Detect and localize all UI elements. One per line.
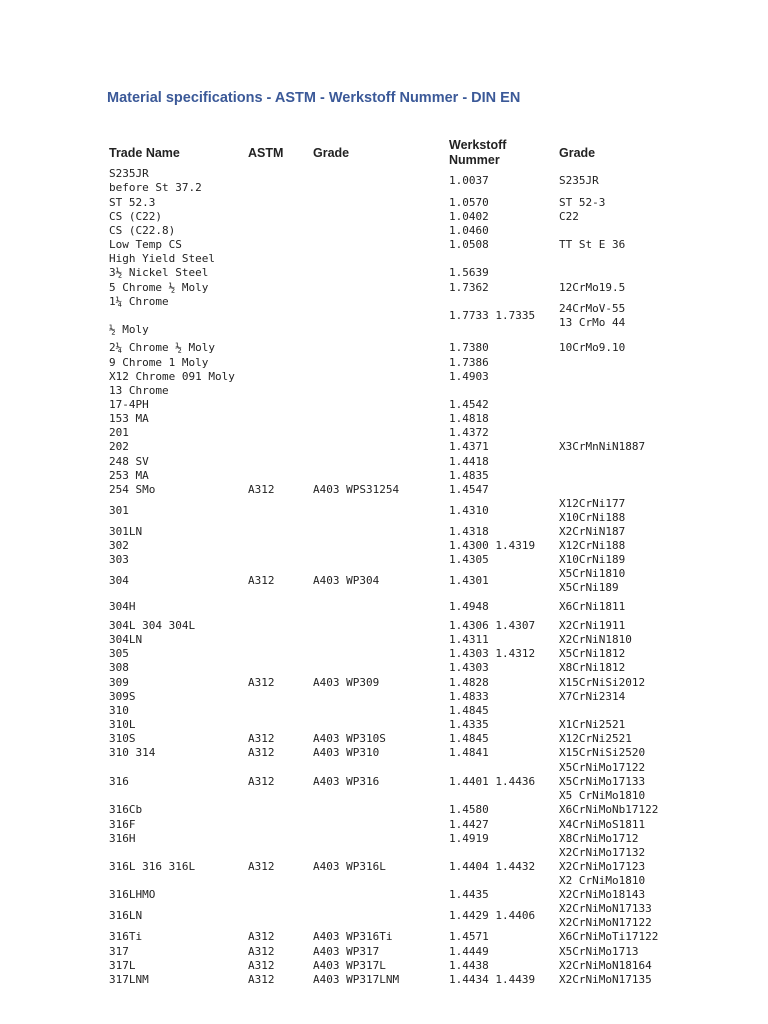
- cell-trade-name: 317LNM: [109, 972, 149, 986]
- cell-din-grade: X15CrNiSi2520: [559, 745, 646, 759]
- cell-trade-name: 310L: [109, 717, 136, 731]
- cell-trade-name: 304H: [109, 599, 136, 613]
- header-trade-name: Trade Name: [109, 146, 180, 160]
- cell-din-grade: ST 52-3: [559, 195, 606, 209]
- cell-trade-name: 316F: [109, 817, 136, 831]
- cell-din-grade: X4CrNiMoS1811: [559, 817, 646, 831]
- cell-trade-name: 2¼ Chrome ½ Moly: [109, 340, 215, 354]
- cell-din-grade: X2CrNiMoN17135: [559, 972, 652, 986]
- cell-werkstoff-nummer: 1.4318: [449, 524, 489, 538]
- cell-astm: A312: [248, 972, 275, 986]
- cell-din-grade: X6CrNiMoTi17122: [559, 929, 659, 943]
- cell-trade-name: CS (C22): [109, 209, 162, 223]
- cell-trade-name: 305: [109, 646, 129, 660]
- cell-trade-name: 316LHMO: [109, 887, 156, 901]
- cell-werkstoff-nummer: 1.7733 1.7335: [449, 308, 536, 322]
- cell-din-grade: X6CrNi1811: [559, 599, 626, 613]
- cell-din-grade: X5CrNi1812: [559, 646, 626, 660]
- cell-din-grade: X2CrNiN1810: [559, 632, 632, 646]
- cell-trade-name: S235JR before St 37.2: [109, 166, 202, 194]
- cell-trade-name: 310: [109, 703, 129, 717]
- header-werkstoff-nummer: Werkstoff Nummer: [449, 138, 507, 167]
- cell-din-grade: X12CrNi188: [559, 538, 626, 552]
- cell-trade-name: 248 SV: [109, 454, 149, 468]
- cell-din-grade: X5CrNi1810 X5CrNi189: [559, 566, 626, 594]
- cell-astm-grade: A403 WP316: [313, 774, 380, 788]
- cell-din-grade: X15CrNiSi2012: [559, 675, 646, 689]
- cell-din-grade: 24CrMoV-55 13 CrMo 44: [559, 301, 626, 329]
- cell-astm: A312: [248, 573, 275, 587]
- cell-astm: A312: [248, 774, 275, 788]
- cell-trade-name: 310S: [109, 731, 136, 745]
- cell-astm-grade: A403 WP304: [313, 573, 380, 587]
- cell-trade-name: 3½ Nickel Steel: [109, 265, 209, 279]
- cell-astm-grade: A403 WP310S: [313, 731, 386, 745]
- cell-werkstoff-nummer: 1.4845: [449, 703, 489, 717]
- cell-din-grade: X2CrNiMoN17133 X2CrNiMoN17122: [559, 901, 652, 929]
- cell-trade-name: 17-4PH: [109, 397, 149, 411]
- cell-trade-name: 316H: [109, 831, 136, 845]
- cell-din-grade: X8CrNi1812: [559, 660, 626, 674]
- cell-werkstoff-nummer: 1.4818: [449, 411, 489, 425]
- cell-trade-name: 5 Chrome ½ Moly: [109, 280, 209, 294]
- cell-astm: A312: [248, 958, 275, 972]
- cell-trade-name: 316L 316 316L: [109, 859, 196, 873]
- cell-werkstoff-nummer: 1.4427: [449, 817, 489, 831]
- cell-trade-name: 303: [109, 552, 129, 566]
- cell-werkstoff-nummer: 1.4833: [449, 689, 489, 703]
- header-astm: ASTM: [248, 146, 284, 160]
- cell-werkstoff-nummer: 1.4571: [449, 929, 489, 943]
- cell-astm: A312: [248, 745, 275, 759]
- cell-werkstoff-nummer: 1.4542: [449, 397, 489, 411]
- cell-din-grade: X2CrNiN187: [559, 524, 626, 538]
- cell-trade-name: 9 Chrome 1 Moly: [109, 355, 209, 369]
- cell-din-grade: X12CrNi177 X10CrNi188: [559, 496, 626, 524]
- cell-werkstoff-nummer: 1.4301: [449, 573, 489, 587]
- cell-werkstoff-nummer: 1.4580: [449, 802, 489, 816]
- cell-trade-name: 308: [109, 660, 129, 674]
- cell-trade-name: 301LN: [109, 524, 143, 538]
- cell-werkstoff-nummer: 1.7362: [449, 280, 489, 294]
- cell-din-grade: X12CrNi2521: [559, 731, 632, 745]
- cell-werkstoff-nummer: 1.0570: [449, 195, 489, 209]
- cell-astm-grade: A403 WPS31254: [313, 482, 400, 496]
- cell-astm: A312: [248, 859, 275, 873]
- cell-werkstoff-nummer: 1.4335: [449, 717, 489, 731]
- cell-werkstoff-nummer: 1.4404 1.4432: [449, 859, 536, 873]
- cell-werkstoff-nummer: 1.4434 1.4439: [449, 972, 536, 986]
- page-title: Material specifications - ASTM - Werkstoff Nummer - DIN EN: [107, 90, 521, 106]
- cell-werkstoff-nummer: 1.4841: [449, 745, 489, 759]
- cell-trade-name: Low Temp CS: [109, 237, 182, 251]
- cell-trade-name: 302: [109, 538, 129, 552]
- cell-werkstoff-nummer: 1.4828: [449, 675, 489, 689]
- cell-din-grade: X6CrNiMoNb17122: [559, 802, 659, 816]
- cell-werkstoff-nummer: 1.4948: [449, 599, 489, 613]
- cell-astm-grade: A403 WP309: [313, 675, 380, 689]
- cell-astm: A312: [248, 675, 275, 689]
- cell-trade-name: CS (C22.8): [109, 223, 176, 237]
- cell-astm: A312: [248, 731, 275, 745]
- cell-din-grade: X2CrNiMo18143: [559, 887, 646, 901]
- cell-trade-name: High Yield Steel: [109, 251, 215, 265]
- cell-din-grade: X3CrMnNiN1887: [559, 439, 646, 453]
- header-astm-grade: Grade: [313, 146, 350, 160]
- cell-werkstoff-nummer: 1.4449: [449, 944, 489, 958]
- cell-din-grade: 10CrMo9.10: [559, 340, 626, 354]
- cell-werkstoff-nummer: 1.0460: [449, 223, 489, 237]
- cell-trade-name: 153 MA: [109, 411, 149, 425]
- cell-din-grade: X2CrNiMo17132 X2CrNiMo17123 X2 CrNiMo1810: [559, 845, 646, 888]
- cell-werkstoff-nummer: 1.4903: [449, 369, 489, 383]
- cell-trade-name: 316Ti: [109, 929, 143, 943]
- cell-astm: A312: [248, 944, 275, 958]
- cell-din-grade: X5CrNiMo17122 X5CrNiMo17133 X5 CrNiMo1810: [559, 760, 646, 803]
- cell-werkstoff-nummer: 1.0402: [449, 209, 489, 223]
- cell-astm-grade: A403 WP317L: [313, 958, 386, 972]
- cell-werkstoff-nummer: 1.4418: [449, 454, 489, 468]
- cell-trade-name: 309: [109, 675, 129, 689]
- cell-trade-name: 253 MA: [109, 468, 149, 482]
- cell-astm: A312: [248, 929, 275, 943]
- cell-din-grade: C22: [559, 209, 579, 223]
- cell-trade-name: 13 Chrome: [109, 383, 169, 397]
- cell-werkstoff-nummer: 1.4303 1.4312: [449, 646, 536, 660]
- cell-din-grade: X5CrNiMo1713: [559, 944, 639, 958]
- cell-trade-name: ST 52.3: [109, 195, 156, 209]
- cell-astm-grade: A403 WP317LNM: [313, 972, 400, 986]
- cell-werkstoff-nummer: 1.0037: [449, 173, 489, 187]
- cell-trade-name: 317: [109, 944, 129, 958]
- cell-werkstoff-nummer: 1.4303: [449, 660, 489, 674]
- cell-trade-name: 201: [109, 425, 129, 439]
- cell-werkstoff-nummer: 1.5639: [449, 265, 489, 279]
- cell-werkstoff-nummer: 1.4300 1.4319: [449, 538, 536, 552]
- cell-trade-name: 304: [109, 573, 129, 587]
- cell-werkstoff-nummer: 1.4435: [449, 887, 489, 901]
- cell-werkstoff-nummer: 1.0508: [449, 237, 489, 251]
- cell-astm: A312: [248, 482, 275, 496]
- cell-werkstoff-nummer: 1.4310: [449, 503, 489, 517]
- cell-werkstoff-nummer: 1.4305: [449, 552, 489, 566]
- cell-trade-name: 317L: [109, 958, 136, 972]
- cell-werkstoff-nummer: 1.4429 1.4406: [449, 908, 536, 922]
- cell-trade-name: 304LN: [109, 632, 143, 646]
- cell-trade-name: 309S: [109, 689, 136, 703]
- cell-astm-grade: A403 WP317: [313, 944, 380, 958]
- cell-trade-name: 301: [109, 503, 129, 517]
- cell-trade-name: 1¼ Chrome ½ Moly: [109, 294, 169, 337]
- cell-trade-name: 316LN: [109, 908, 143, 922]
- cell-trade-name: 202: [109, 439, 129, 453]
- cell-werkstoff-nummer: 1.7380: [449, 340, 489, 354]
- cell-werkstoff-nummer: 1.4311: [449, 632, 489, 646]
- cell-werkstoff-nummer: 1.4401 1.4436: [449, 774, 536, 788]
- cell-din-grade: TT St E 36: [559, 237, 626, 251]
- cell-werkstoff-nummer: 1.4306 1.4307: [449, 618, 536, 632]
- cell-din-grade: X8CrNiMo1712: [559, 831, 639, 845]
- cell-werkstoff-nummer: 1.4438: [449, 958, 489, 972]
- cell-astm-grade: A403 WP310: [313, 745, 380, 759]
- cell-trade-name: 316: [109, 774, 129, 788]
- cell-din-grade: X7CrNi2314: [559, 689, 626, 703]
- cell-din-grade: S235JR: [559, 173, 599, 187]
- cell-din-grade: X1CrNi2521: [559, 717, 626, 731]
- cell-trade-name: 254 SMo: [109, 482, 156, 496]
- cell-werkstoff-nummer: 1.4547: [449, 482, 489, 496]
- header-din-grade: Grade: [559, 146, 596, 160]
- cell-din-grade: 12CrMo19.5: [559, 280, 626, 294]
- cell-din-grade: X2CrNi1911: [559, 618, 626, 632]
- cell-werkstoff-nummer: 1.4835: [449, 468, 489, 482]
- cell-trade-name: X12 Chrome 091 Moly: [109, 369, 235, 383]
- cell-werkstoff-nummer: 1.4372: [449, 425, 489, 439]
- cell-werkstoff-nummer: 1.7386: [449, 355, 489, 369]
- cell-werkstoff-nummer: 1.4845: [449, 731, 489, 745]
- cell-astm-grade: A403 WP316Ti: [313, 929, 393, 943]
- cell-trade-name: 304L 304 304L: [109, 618, 196, 632]
- cell-werkstoff-nummer: 1.4919: [449, 831, 489, 845]
- cell-din-grade: X2CrNiMoN18164: [559, 958, 652, 972]
- cell-werkstoff-nummer: 1.4371: [449, 439, 489, 453]
- cell-astm-grade: A403 WP316L: [313, 859, 386, 873]
- cell-trade-name: 310 314: [109, 745, 156, 759]
- cell-din-grade: X10CrNi189: [559, 552, 626, 566]
- cell-trade-name: 316Cb: [109, 802, 143, 816]
